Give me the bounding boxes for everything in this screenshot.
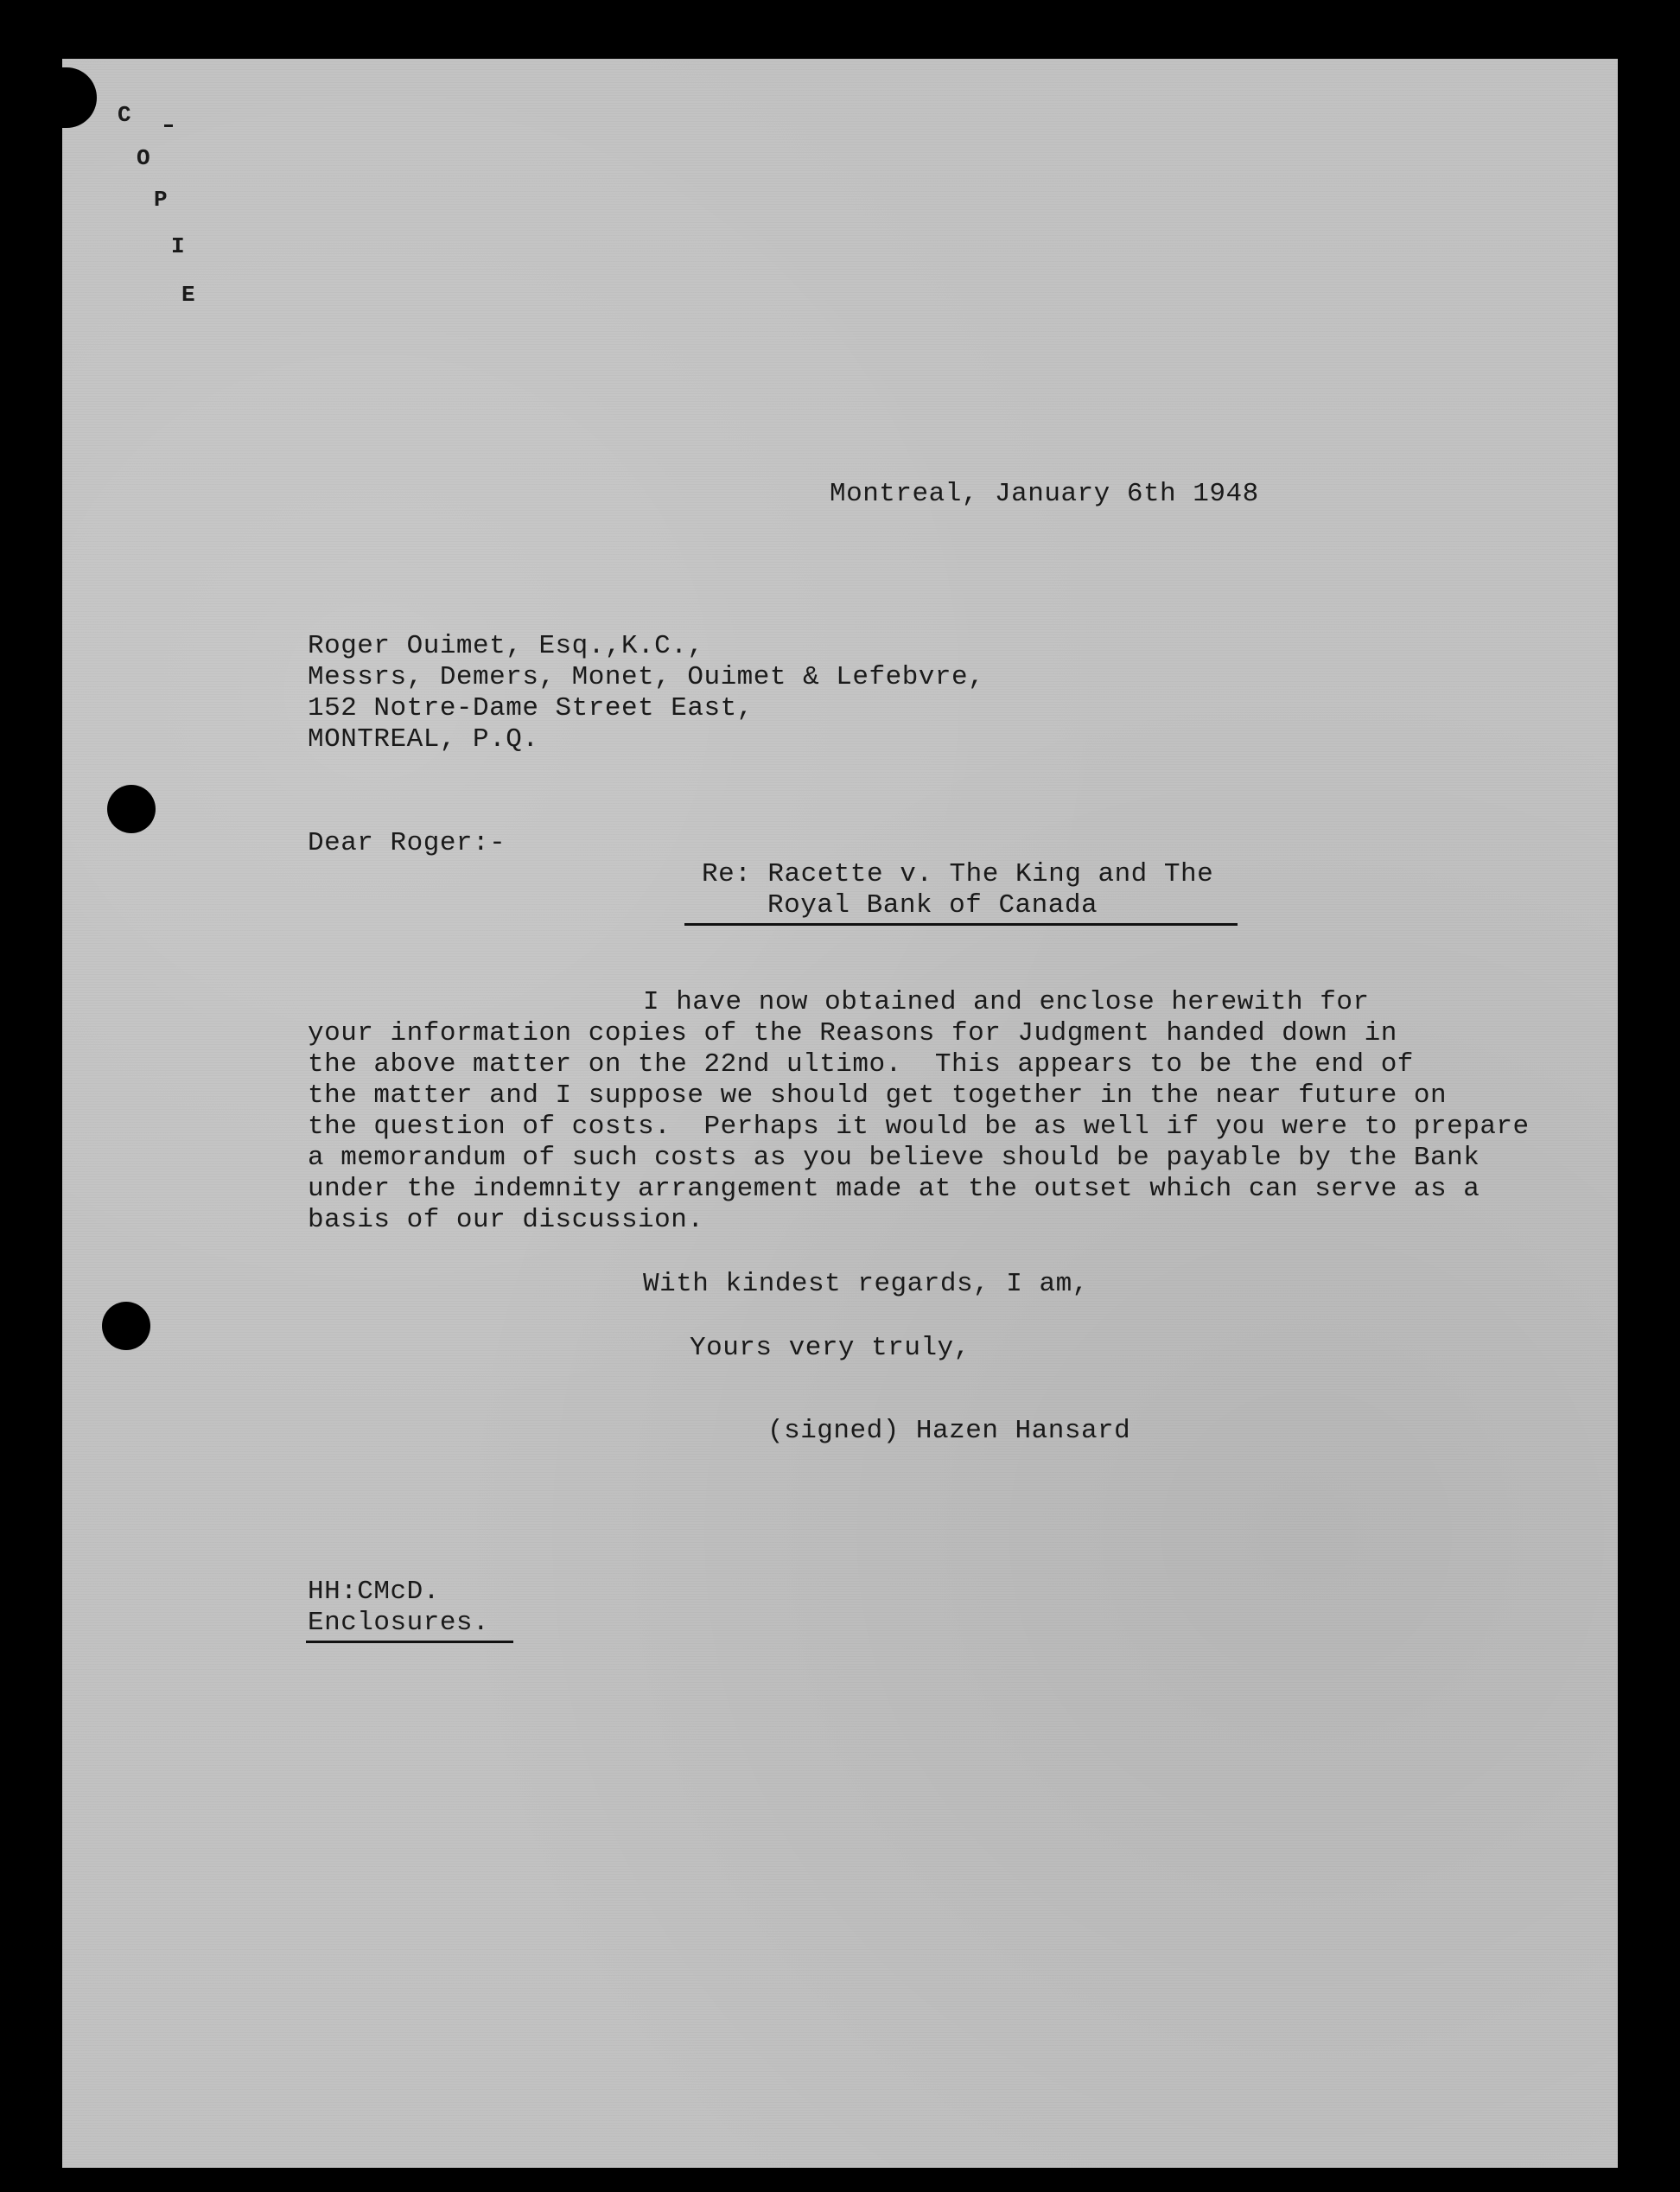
signature: (signed) Hazen Hansard [767,1416,1131,1446]
body-line-5: the question of costs. Perhaps it would be as well if you were to prepare [308,1112,1530,1142]
body-line-3: the above matter on the 22nd ultimo. This appears to be the end of [308,1049,1414,1080]
copie-stamp-letter-i: I [171,233,185,259]
valediction: Yours very truly, [690,1333,970,1363]
subject-underline [684,923,1238,926]
body-line-6: a memorandum of such costs as you believe should be payable by the Bank [308,1143,1480,1173]
recipient-city: MONTREAL, P.Q. [308,724,539,755]
copie-stamp-letter-c: C [118,102,131,128]
subject-line-2: Royal Bank of Canada [767,890,1098,921]
closing: With kindest regards, I am, [643,1269,1089,1299]
punch-hole-bottom [102,1302,150,1350]
clip-mark [62,67,97,128]
copie-stamp-letter-p: P [154,187,168,213]
body-line-2: your information copies of the Reasons for Judgment handed down in [308,1018,1397,1048]
body-line-1: I have now obtained and enclose herewith for [643,987,1370,1017]
body-line-7: under the indemnity arrangement made at the outset which can serve as a [308,1174,1480,1204]
body-line-4: the matter and I suppose we should get together in the near future on [308,1080,1448,1111]
enclosures-note: Enclosures. [308,1608,490,1638]
copie-stamp-letter-e: E [181,282,195,308]
copie-stamp-letter-o: O [137,145,150,171]
punch-hole-top [107,785,156,833]
recipient-name: Roger Ouimet, Esq.,K.C., [308,631,704,661]
copie-stamp-dash [164,124,173,127]
salutation: Dear Roger:- [308,828,506,858]
date-line: Montreal, January 6th 1948 [830,479,1259,509]
recipient-street: 152 Notre-Dame Street East, [308,693,754,723]
recipient-firm: Messrs, Demers, Monet, Ouimet & Lefebvre, [308,662,985,692]
reference-initials: HH:CMcD. [308,1577,440,1607]
letter-page [62,59,1618,2168]
enclosures-underline [306,1641,513,1643]
subject-line-1: Re: Racette v. The King and The [702,859,1214,889]
body-line-8: basis of our discussion. [308,1205,704,1235]
